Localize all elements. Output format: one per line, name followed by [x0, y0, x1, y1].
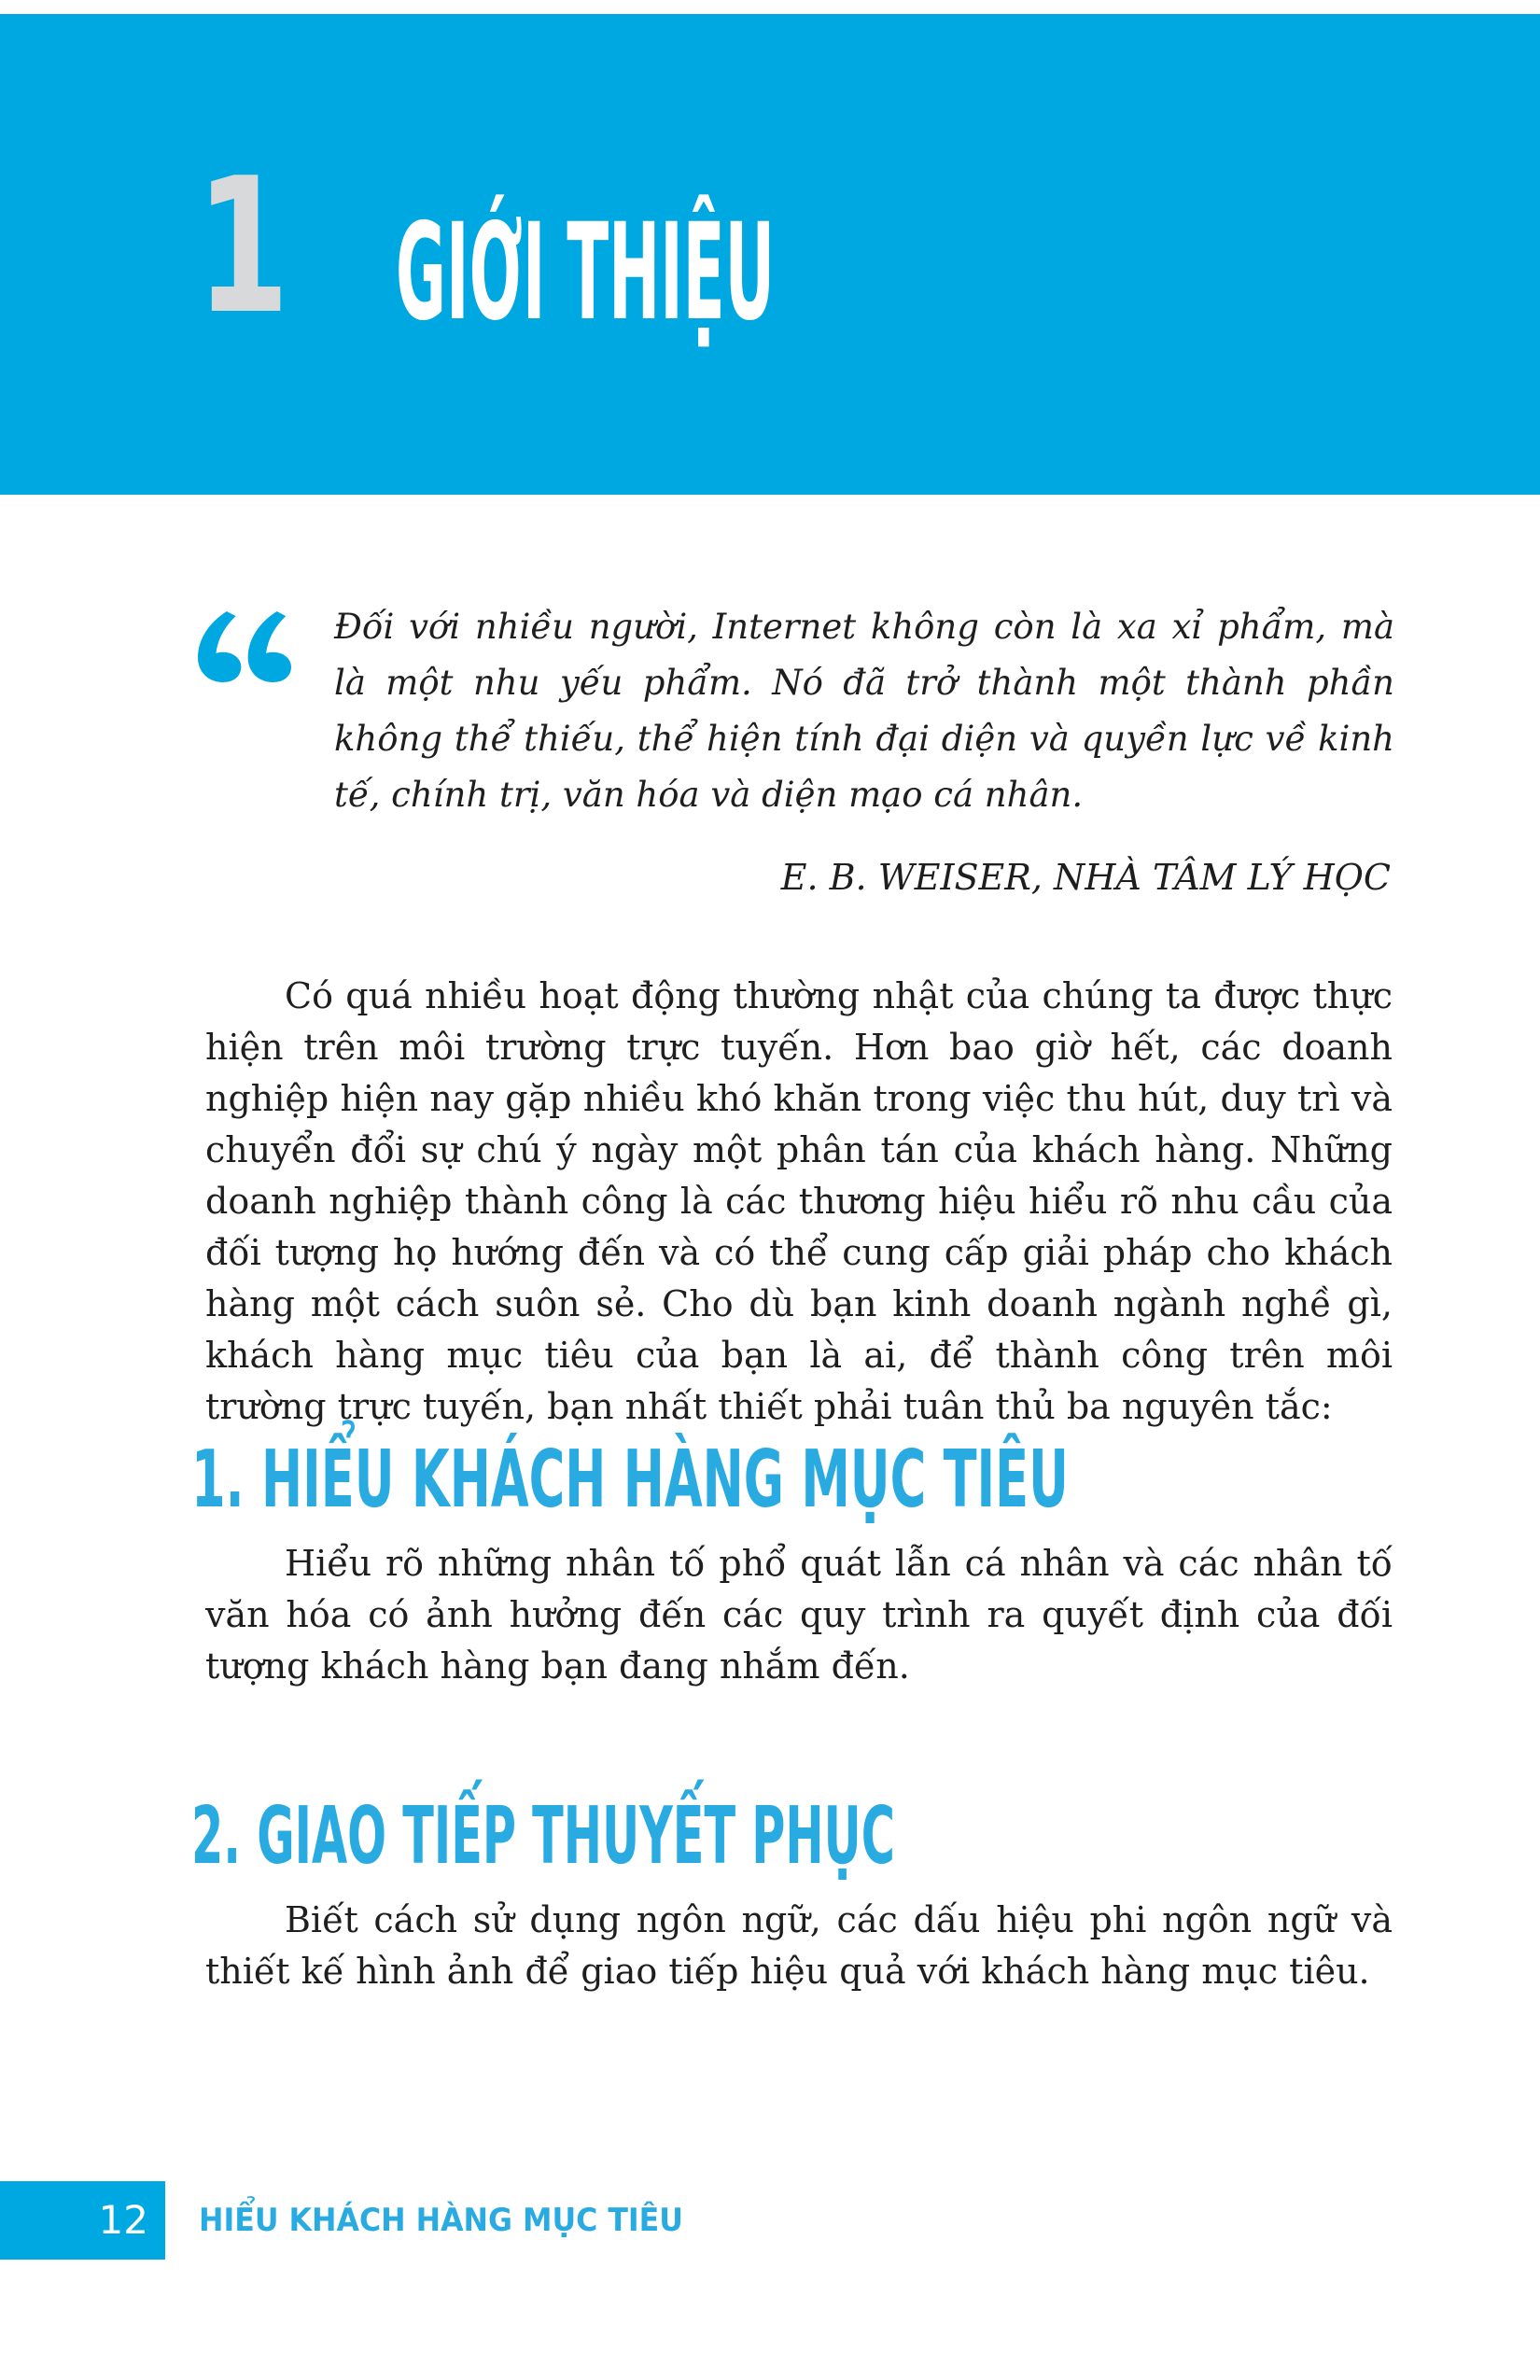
section-heading-2: 2. GIAO TIẾP THUYẾT PHỤC [191, 1790, 895, 1883]
page-number-box [0, 2181, 165, 2260]
section-1-paragraph: Hiểu rõ những nhân tố phổ quát lẫn cá nhân và các nhân tố văn hóa có ảnh hưởng đến các quy trình ra quyết định của đối tượng khách hàng bạn đang nhắm đến. [205, 1543, 1393, 1687]
chapter-number: 1 [196, 138, 290, 356]
running-title: HIỂU KHÁCH HÀNG MỤC TIÊU [199, 2202, 683, 2239]
section-2-paragraph: Biết cách sử dụng ngôn ngữ, các dấu hiệu phi ngôn ngữ và thiết kế hình ảnh để giao tiếp hiệu quả với khách hàng mục tiêu. [205, 1899, 1393, 1992]
quote-mark-icon [198, 611, 291, 682]
chapter-title: GIỚI THIỆU [396, 194, 776, 350]
page-number: 12 [98, 2197, 148, 2243]
quote-text: Đối với nhiều người, Internet không còn là xa xỉ phẩm, mà là một nhu yếu phẩm. Nó đã trở thành một thành phần không thể thiếu, thể hiện tính đại diện và quyền lực về kinh tế, chính trị, văn hóa và diện mạo cá nhân. [334, 607, 1394, 815]
chapter-header-band [0, 14, 1540, 495]
quote-attribution: E. B. WEISER, NHÀ TÂM LÝ HỌC [780, 857, 1391, 898]
intro-paragraph: Có quá nhiều hoạt động thường nhật của chúng ta được thực hiện trên môi trường trực tuyến. Hơn bao giờ hết, các doanh nghiệp hiện nay gặp nhiều khó khăn trong việc thu hút, duy trì và chuyển đổi sự chú ý ngày một phân tán của khách hàng. Những doanh nghiệp thành công là các thương hiệu hiểu rõ nhu cầu của đối tượng họ hướng đến và có thể cung cấp giải pháp cho khách hàng một cách suôn sẻ. Cho dù bạn kinh doanh ngành nghề gì, khách hàng mục tiêu của bạn là ai, để thành công trên môi trường trực tuyến, bạn nhất thiết phải tuân thủ ba nguyên tắc: [205, 975, 1393, 1427]
section-heading-1: 1. HIỂU KHÁCH HÀNG MỤC TIÊU [191, 1434, 1069, 1526]
